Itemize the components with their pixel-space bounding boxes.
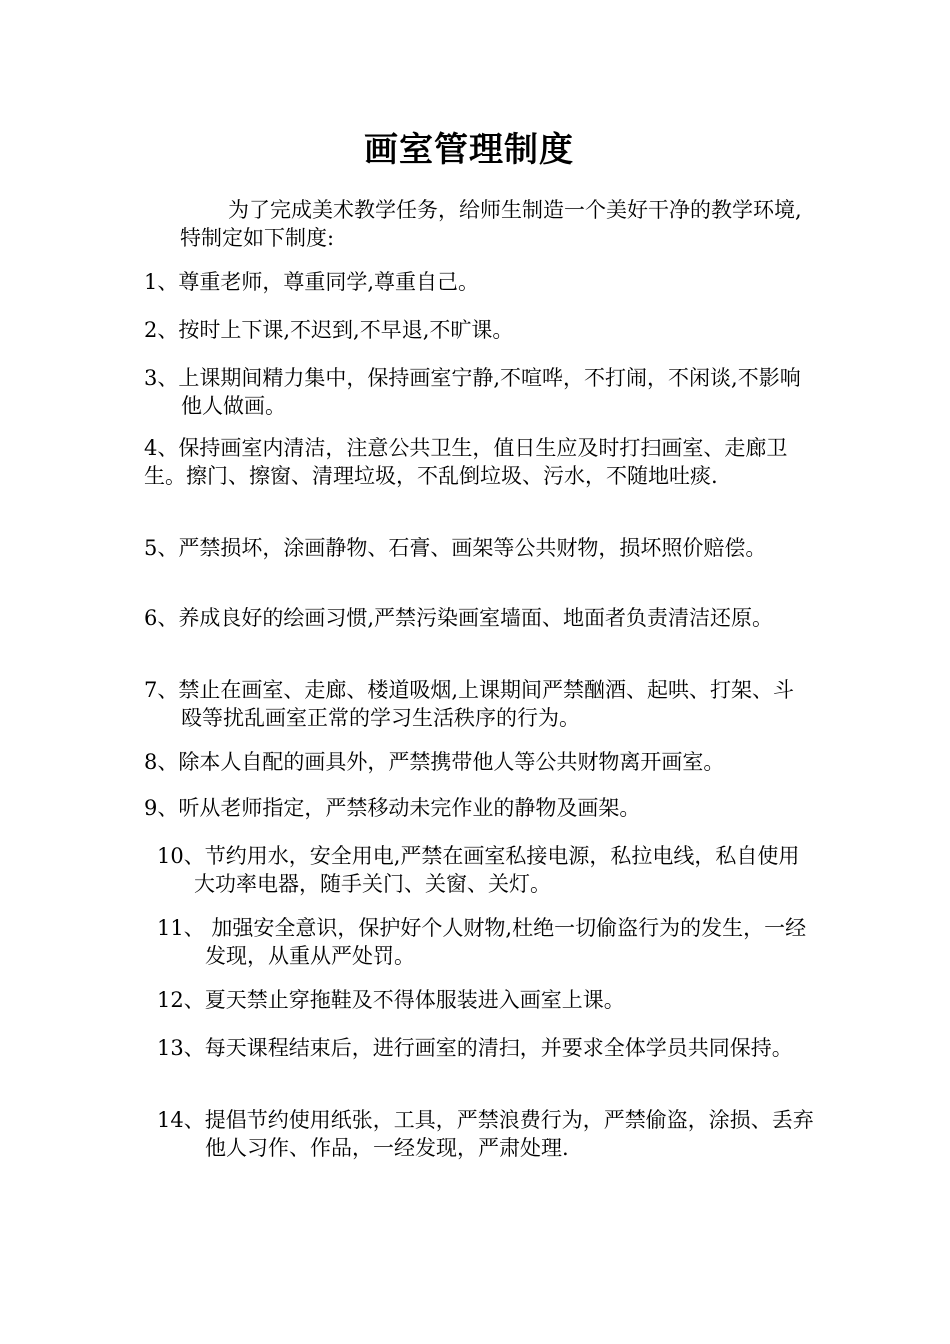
rule-item-8: 8、除本人自配的画具外，严禁携带他人等公共财物离开画室。 (144, 750, 725, 774)
rule-item-1: 1、尊重老师，尊重同学,尊重自己。 (144, 270, 480, 294)
rule-item-10: 10、节约用水，安全用电,严禁在画室私接电源，私拉电线，私自使用大功率电器，随手关门、关窗、关灯。 (157, 844, 800, 896)
intro-paragraph: 为了完成美术教学任务，给师生制造一个美好干净的教学环境,特制定如下制度: (180, 198, 802, 250)
rule-item-13: 13、每天课程结束后，进行画室的清扫，并要求全体学员共同保持。 (157, 1036, 793, 1060)
rule-item-7: 7、禁止在画室、走廊、楼道吸烟,上课期间严禁酗酒、起哄、打架、斗殴等扰乱画室正常的学习生活秩序的行为。 (144, 678, 795, 730)
rule-item-6: 6、养成良好的绘画习惯,严禁污染画室墙面、地面者负责清洁还原。 (144, 606, 774, 630)
rule-item-9: 9、听从老师指定，严禁移动未完作业的静物及画架。 (144, 796, 641, 820)
rule-item-14: 14、提倡节约使用纸张，工具，严禁浪费行为，严禁偷盗，涂损、丢弃他人习作、作品，一经发现，严肃处理. (157, 1108, 814, 1160)
rule-item-3: 3、上课期间精力集中，保持画室宁静,不喧哗，不打闹，不闲谈,不影响他人做画。 (144, 366, 801, 418)
rule-item-12: 12、夏天禁止穿拖鞋及不得体服装进入画室上课。 (157, 988, 625, 1012)
rule-item-4: 4、保持画室内清洁，注意公共卫生，值日生应及时打扫画室、走廊卫生。擦门、擦窗、清理垃圾，不乱倒垃圾、污水，不随地吐痰. (144, 436, 788, 488)
rule-item-5: 5、严禁损坏，涂画静物、石膏、画架等公共财物，损坏照价赔偿。 (144, 536, 767, 560)
page-title: 画室管理制度 (364, 130, 574, 170)
rule-item-2: 2、按时上下课,不迟到,不早退,不旷课。 (144, 318, 514, 342)
rule-item-11: 11、 加强安全意识，保护好个人财物,杜绝一切偷盗行为的发生，一经发现，从重从严处罚。 (157, 916, 807, 968)
